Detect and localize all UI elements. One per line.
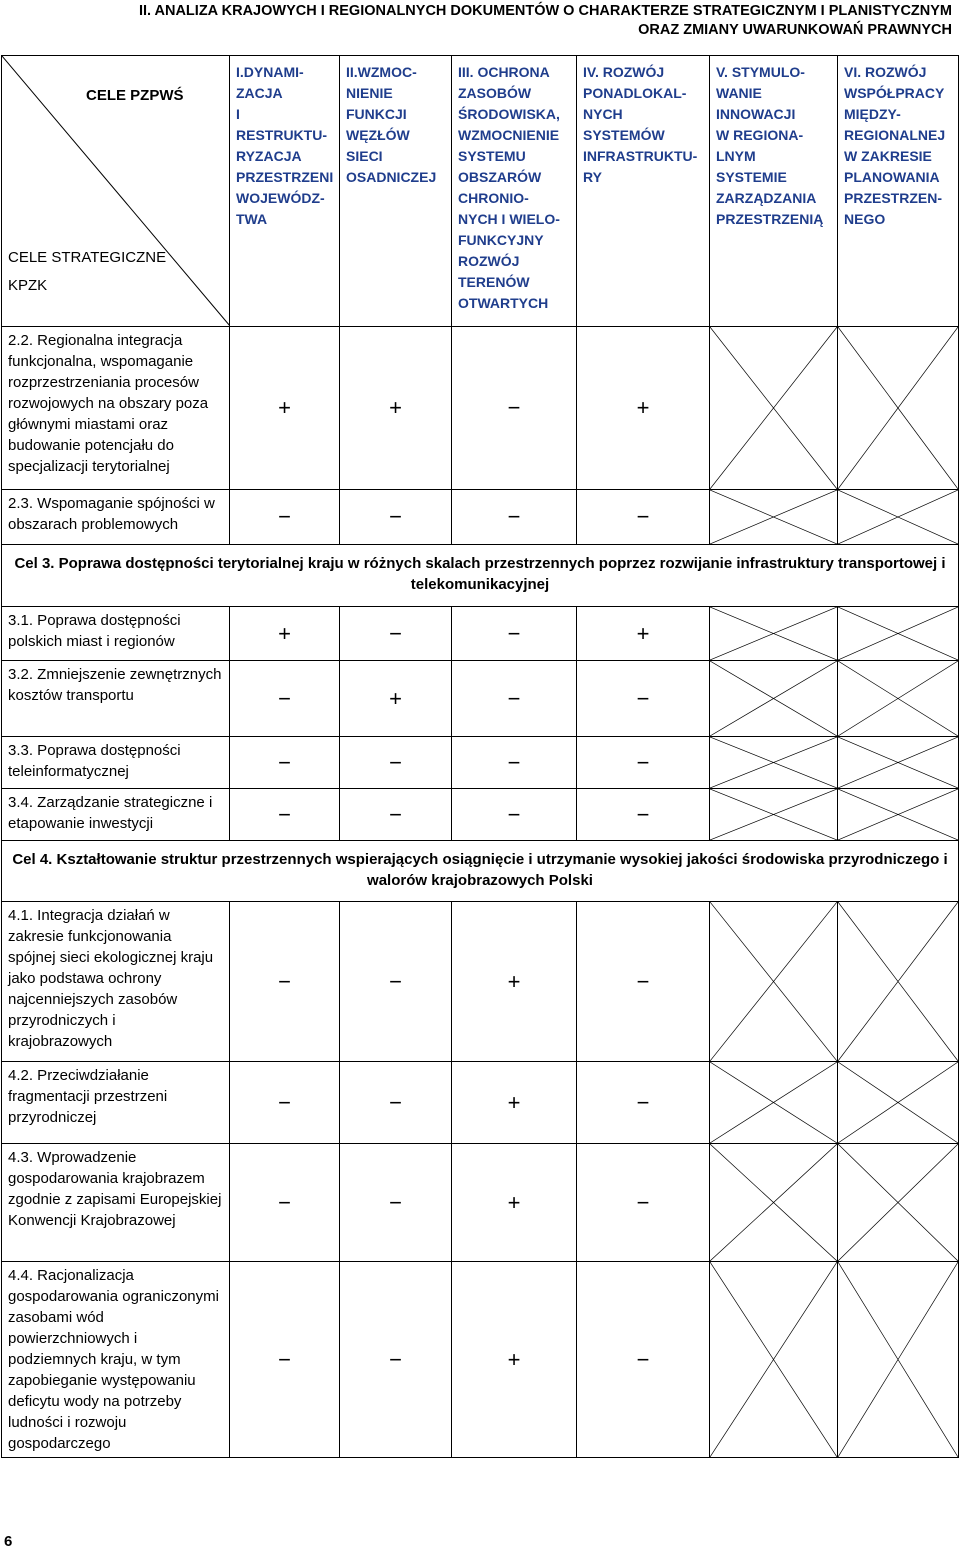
row-label: 4.3. Wprowadzenie gospodarowania krajobrazem zgodnie z zapisami Europejskiej Konwencji Krajobrazowej (2, 1144, 230, 1262)
crossed-out-cell (838, 607, 959, 661)
mark-cell: − (230, 661, 340, 737)
column-header: I.DYNAMI- ZACJA I RESTRUKTU- RYZACJA PRZESTRZENI WOJEWÓDZ- TWA (230, 56, 340, 327)
table-row (2, 1062, 959, 1144)
mark-cell: − (577, 1262, 710, 1458)
mark-cell: − (230, 1062, 340, 1144)
column-header: IV. ROZWÓJ PONADLOKAL- NYCH SYSTEMÓW INFRASTRUKTU- RY (577, 56, 710, 327)
table-row (2, 607, 959, 661)
mark-cell: − (230, 1262, 340, 1458)
row-label: 3.1. Poprawa dostępności polskich miast i regionów (2, 607, 230, 661)
mark-cell: − (577, 1144, 710, 1262)
column-header: III. OCHRONA ZASOBÓW ŚRODOWISKA, WZMOCNIENIE SYSTEMU OBSZARÓW CHRONIO- NYCH I WIELO- FUNKCYJNY ROZWÓJ TERENÓW OTWARTYCH (452, 56, 577, 327)
row-label: 3.4. Zarządzanie strategiczne i etapowanie inwestycji (2, 789, 230, 841)
header-line-1: II. ANALIZA KRAJOWYCH I REGIONALNYCH DOKUMENTÓW O CHARAKTERZE STRATEGICZNYM I PLANISTYCZNYM (138, 3, 952, 19)
crossed-out-cell (838, 1062, 959, 1144)
mark-cell: + (452, 902, 577, 1062)
mark-cell: − (230, 902, 340, 1062)
mark-cell: − (340, 1262, 452, 1458)
mark-cell: + (230, 327, 340, 490)
mark-cell: + (452, 1062, 577, 1144)
page-header (139, 2, 952, 40)
mark-cell: − (340, 737, 452, 789)
corner-bottom-label-2: KPZK (8, 277, 48, 294)
table-row (2, 1262, 959, 1458)
table-row (2, 902, 959, 1062)
crossed-out-cell (710, 1262, 838, 1458)
table-row (2, 1144, 959, 1262)
mark-cell: + (452, 1262, 577, 1458)
mark-cell: − (577, 737, 710, 789)
mark-cell: − (577, 789, 710, 841)
mark-cell: − (452, 737, 577, 789)
comparison-table (1, 55, 959, 1458)
crossed-out-cell (710, 607, 838, 661)
row-label: 2.2. Regionalna integracja funkcjonalna, wspomaganie rozprzestrzeniania procesów rozwojowych na obszary poza głównymi miastami oraz budowanie potencjału do specjalizacji terytorialnej (2, 327, 230, 490)
goal-3-heading: Cel 3. Poprawa dostępności terytorialnej kraju w różnych skalach przestrzennych poprzez rozwijanie infrastruktury transportowej i telekomunikacyjnej (2, 545, 959, 607)
crossed-out-cell (838, 327, 959, 490)
mark-cell: − (577, 490, 710, 545)
column-header: V. STYMULO- WANIE INNOWACJI W REGIONA- LNYM SYSTEMIE ZARZĄDZANIA PRZESTRZENIĄ (710, 56, 838, 327)
table-row (2, 737, 959, 789)
mark-cell: − (230, 789, 340, 841)
crossed-out-cell (838, 737, 959, 789)
crossed-out-cell (710, 902, 838, 1062)
page-number: 6 (4, 1533, 13, 1550)
mark-cell: − (577, 902, 710, 1062)
row-label: 4.1. Integracja działań w zakresie funkcjonowania spójnej sieci ekologicznej kraju jako podstawa ochrony najcenniejszych zasobów przyrodniczych i krajobrazowych (2, 902, 230, 1062)
mark-cell: − (340, 490, 452, 545)
column-header: VI. ROZWÓJ WSPÓŁPRACY MIĘDZY- REGIONALNEJ W ZAKRESIE PLANOWANIA PRZESTRZEN- NEGO (838, 56, 959, 327)
column-header: II.WZMOC- NIENIE FUNKCJI WĘZŁÓW SIECI OSADNICZEJ (340, 56, 452, 327)
goal-row (2, 841, 959, 902)
corner-top-label: CELE PZPWŚ (86, 87, 184, 104)
row-label: 2.3. Wspomaganie spójności w obszarach problemowych (2, 490, 230, 545)
mark-cell: − (340, 607, 452, 661)
mark-cell: + (577, 327, 710, 490)
crossed-out-cell (710, 789, 838, 841)
table-row (2, 327, 959, 490)
crossed-out-cell (838, 1262, 959, 1458)
row-label: 4.2. Przeciwdziałanie fragmentacji przestrzeni przyrodniczej (2, 1062, 230, 1144)
mark-cell: − (340, 1062, 452, 1144)
mark-cell: + (230, 607, 340, 661)
corner-bottom-label-1: CELE STRATEGICZNE (8, 249, 167, 266)
header-row (2, 56, 959, 327)
crossed-out-cell (838, 789, 959, 841)
mark-cell: + (340, 661, 452, 737)
crossed-out-cell (710, 1062, 838, 1144)
crossed-out-cell (838, 902, 959, 1062)
mark-cell: − (452, 490, 577, 545)
mark-cell: − (452, 607, 577, 661)
crossed-out-cell (710, 1144, 838, 1262)
mark-cell: − (340, 902, 452, 1062)
crossed-out-cell (710, 661, 838, 737)
table-row (2, 661, 959, 737)
mark-cell: − (230, 737, 340, 789)
table-row (2, 490, 959, 545)
mark-cell: − (577, 661, 710, 737)
goal-4-heading: Cel 4. Kształtowanie struktur przestrzennych wspierających osiągnięcie i utrzymanie wysokiej jakości środowiska przyrodniczego i walorów krajobrazowych Polski (2, 841, 959, 902)
header-line-2: ORAZ ZMIANY UWARUNKOWAŃ PRAWNYCH (638, 22, 952, 38)
row-label: 4.4. Racjonalizacja gospodarowania ograniczonymi zasobami wód powierzchniowych i podziemnych kraju, w tym zapobieganie występowaniu deficytu wody na potrzeby ludności i rozwoju gospodarczego (2, 1262, 230, 1458)
crossed-out-cell (838, 661, 959, 737)
table-row (2, 789, 959, 841)
mark-cell: − (577, 1062, 710, 1144)
row-label: 3.2. Zmniejszenie zewnętrznych kosztów transportu (2, 661, 230, 737)
mark-cell: + (452, 1144, 577, 1262)
mark-cell: + (577, 607, 710, 661)
crossed-out-cell (838, 490, 959, 545)
mark-cell: − (452, 661, 577, 737)
mark-cell: − (452, 327, 577, 490)
crossed-out-cell (838, 1144, 959, 1262)
row-label: 3.3. Poprawa dostępności teleinformatycznej (2, 737, 230, 789)
mark-cell: − (452, 789, 577, 841)
corner-cell (2, 56, 230, 327)
mark-cell: + (340, 327, 452, 490)
crossed-out-cell (710, 737, 838, 789)
mark-cell: − (230, 490, 340, 545)
mark-cell: − (230, 1144, 340, 1262)
crossed-out-cell (710, 327, 838, 490)
goal-row (2, 545, 959, 607)
crossed-out-cell (710, 490, 838, 545)
mark-cell: − (340, 1144, 452, 1262)
mark-cell: − (340, 789, 452, 841)
